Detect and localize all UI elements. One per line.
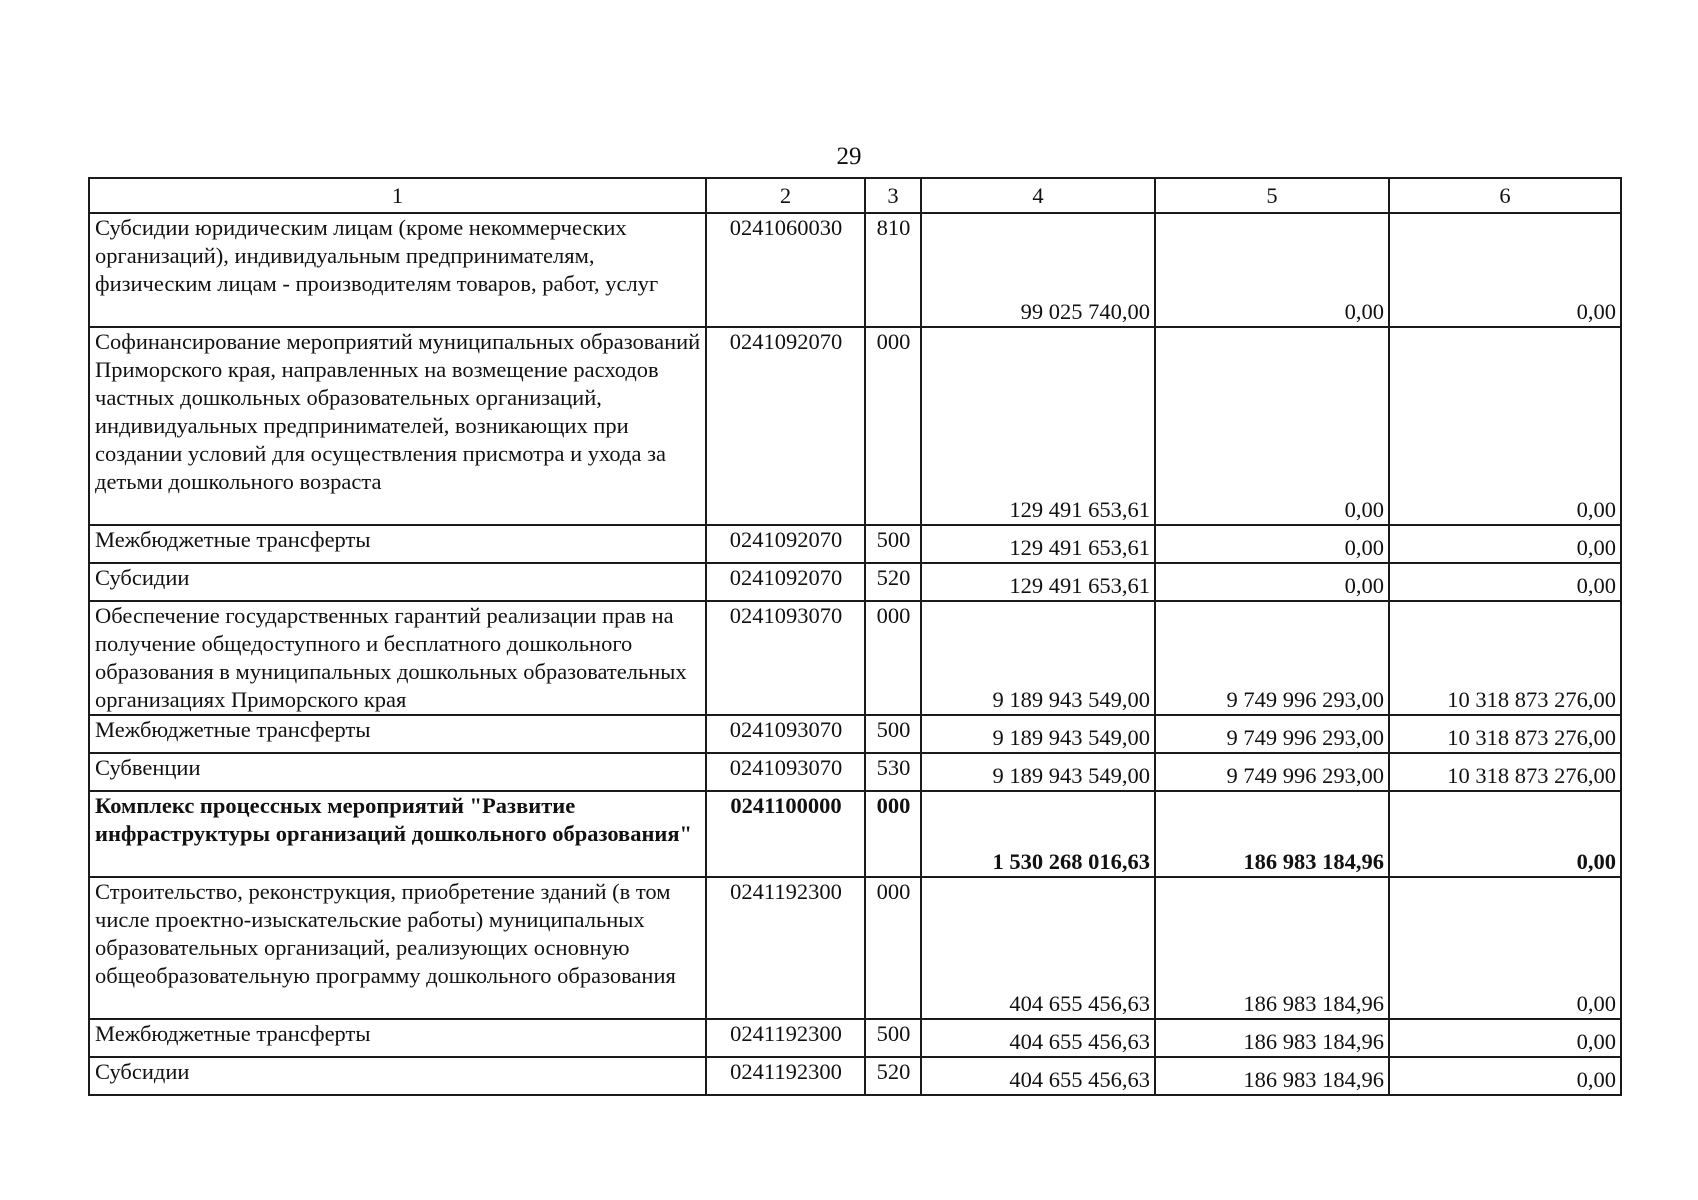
row-amount-col5: 9 749 996 293,00 <box>1155 715 1389 753</box>
table-row <box>89 327 1621 525</box>
row-amount-col4: 129 491 653,61 <box>921 563 1155 601</box>
row-amount-col6: 0,00 <box>1389 1057 1621 1095</box>
table-row <box>89 877 1621 1019</box>
row-amount-col5: 9 749 996 293,00 <box>1155 753 1389 791</box>
page-number: 29 <box>836 143 862 170</box>
row-amount-col4: 404 655 456,63 <box>921 1019 1155 1057</box>
column-header: 3 <box>865 178 921 213</box>
row-amount-col4: 1 530 268 016,63 <box>921 791 1155 877</box>
row-amount-col5: 186 983 184,96 <box>1155 877 1389 1019</box>
row-amount-col4: 404 655 456,63 <box>921 1057 1155 1095</box>
row-amount-col4: 9 189 943 549,00 <box>921 601 1155 715</box>
row-amount-col6: 10 318 873 276,00 <box>1389 601 1621 715</box>
row-target-code: 0241092070 <box>706 525 865 563</box>
row-amount-col5: 9 749 996 293,00 <box>1155 601 1389 715</box>
table-row <box>89 601 1621 715</box>
row-amount-col6: 10 318 873 276,00 <box>1389 753 1621 791</box>
row-expense-type: 530 <box>865 753 921 791</box>
row-expense-type: 000 <box>865 601 921 715</box>
row-name: Комплекс процессных мероприятий "Развитие инфраструктуры организаций дошкольного образования" <box>89 791 706 877</box>
row-target-code: 0241093070 <box>706 753 865 791</box>
row-target-code: 0241192300 <box>706 1019 865 1057</box>
table-header-row <box>89 178 1621 213</box>
table-row <box>89 1019 1621 1057</box>
column-header: 2 <box>706 178 865 213</box>
row-expense-type: 000 <box>865 791 921 877</box>
table-row <box>89 753 1621 791</box>
row-expense-type: 500 <box>865 1019 921 1057</box>
table-row <box>89 563 1621 601</box>
row-target-code: 0241060030 <box>706 213 865 327</box>
row-amount-col5: 0,00 <box>1155 525 1389 563</box>
row-expense-type: 810 <box>865 213 921 327</box>
row-target-code: 0241192300 <box>706 877 865 1019</box>
row-name: Субсидии юридическим лицам (кроме некоммерческих организаций), индивидуальным предпринимателям, физическим лицам - производителям товаров, работ, услуг <box>89 213 706 327</box>
row-amount-col5: 186 983 184,96 <box>1155 791 1389 877</box>
row-name: Софинансирование мероприятий муниципальных образований Приморского края, направленных на возмещение расходов частных дошкольных образовательных организаций, индивидуальных предпринимателей, возникающих при создании условий для осуществления присмотра и ухода за детьми дошкольного возраста <box>89 327 706 525</box>
row-amount-col6: 10 318 873 276,00 <box>1389 715 1621 753</box>
row-amount-col5: 0,00 <box>1155 563 1389 601</box>
row-expense-type: 520 <box>865 563 921 601</box>
column-header: 4 <box>921 178 1155 213</box>
row-target-code: 0241092070 <box>706 327 865 525</box>
row-name: Субвенции <box>89 753 706 791</box>
row-amount-col6: 0,00 <box>1389 327 1621 525</box>
row-amount-col6: 0,00 <box>1389 563 1621 601</box>
row-amount-col6: 0,00 <box>1389 1019 1621 1057</box>
row-name: Межбюджетные трансферты <box>89 1019 706 1057</box>
row-target-code: 0241093070 <box>706 601 865 715</box>
row-expense-type: 000 <box>865 327 921 525</box>
row-amount-col4: 129 491 653,61 <box>921 327 1155 525</box>
row-name: Субсидии <box>89 1057 706 1095</box>
column-header: 1 <box>89 178 706 213</box>
row-expense-type: 500 <box>865 525 921 563</box>
row-amount-col4: 129 491 653,61 <box>921 525 1155 563</box>
row-expense-type: 520 <box>865 1057 921 1095</box>
row-amount-col5: 0,00 <box>1155 213 1389 327</box>
row-amount-col6: 0,00 <box>1389 791 1621 877</box>
table-row <box>89 525 1621 563</box>
row-amount-col6: 0,00 <box>1389 877 1621 1019</box>
row-name: Строительство, реконструкция, приобретение зданий (в том числе проектно-изыскательские работы) муниципальных образовательных организаций, реализующих основную общеобразовательную программу дошкольного образования <box>89 877 706 1019</box>
table-row-section-total <box>89 791 1621 877</box>
row-amount-col5: 0,00 <box>1155 327 1389 525</box>
row-target-code: 0241192300 <box>706 1057 865 1095</box>
row-amount-col5: 186 983 184,96 <box>1155 1057 1389 1095</box>
row-amount-col6: 0,00 <box>1389 213 1621 327</box>
row-amount-col4: 404 655 456,63 <box>921 877 1155 1019</box>
row-amount-col4: 99 025 740,00 <box>921 213 1155 327</box>
row-name: Субсидии <box>89 563 706 601</box>
column-header: 6 <box>1389 178 1621 213</box>
table-row <box>89 1057 1621 1095</box>
table-row <box>89 213 1621 327</box>
row-target-code: 0241100000 <box>706 791 865 877</box>
row-amount-col5: 186 983 184,96 <box>1155 1019 1389 1057</box>
row-target-code: 0241092070 <box>706 563 865 601</box>
row-target-code: 0241093070 <box>706 715 865 753</box>
row-expense-type: 000 <box>865 877 921 1019</box>
budget-table <box>88 177 1622 1096</box>
row-name: Обеспечение государственных гарантий реализации прав на получение общедоступного и бесплатного дошкольного образования в муниципальных дошкольных образовательных организациях Приморского края <box>89 601 706 715</box>
row-expense-type: 500 <box>865 715 921 753</box>
row-name: Межбюджетные трансферты <box>89 715 706 753</box>
row-amount-col4: 9 189 943 549,00 <box>921 753 1155 791</box>
row-amount-col4: 9 189 943 549,00 <box>921 715 1155 753</box>
column-header: 5 <box>1155 178 1389 213</box>
row-name: Межбюджетные трансферты <box>89 525 706 563</box>
table-row <box>89 715 1621 753</box>
row-amount-col6: 0,00 <box>1389 525 1621 563</box>
